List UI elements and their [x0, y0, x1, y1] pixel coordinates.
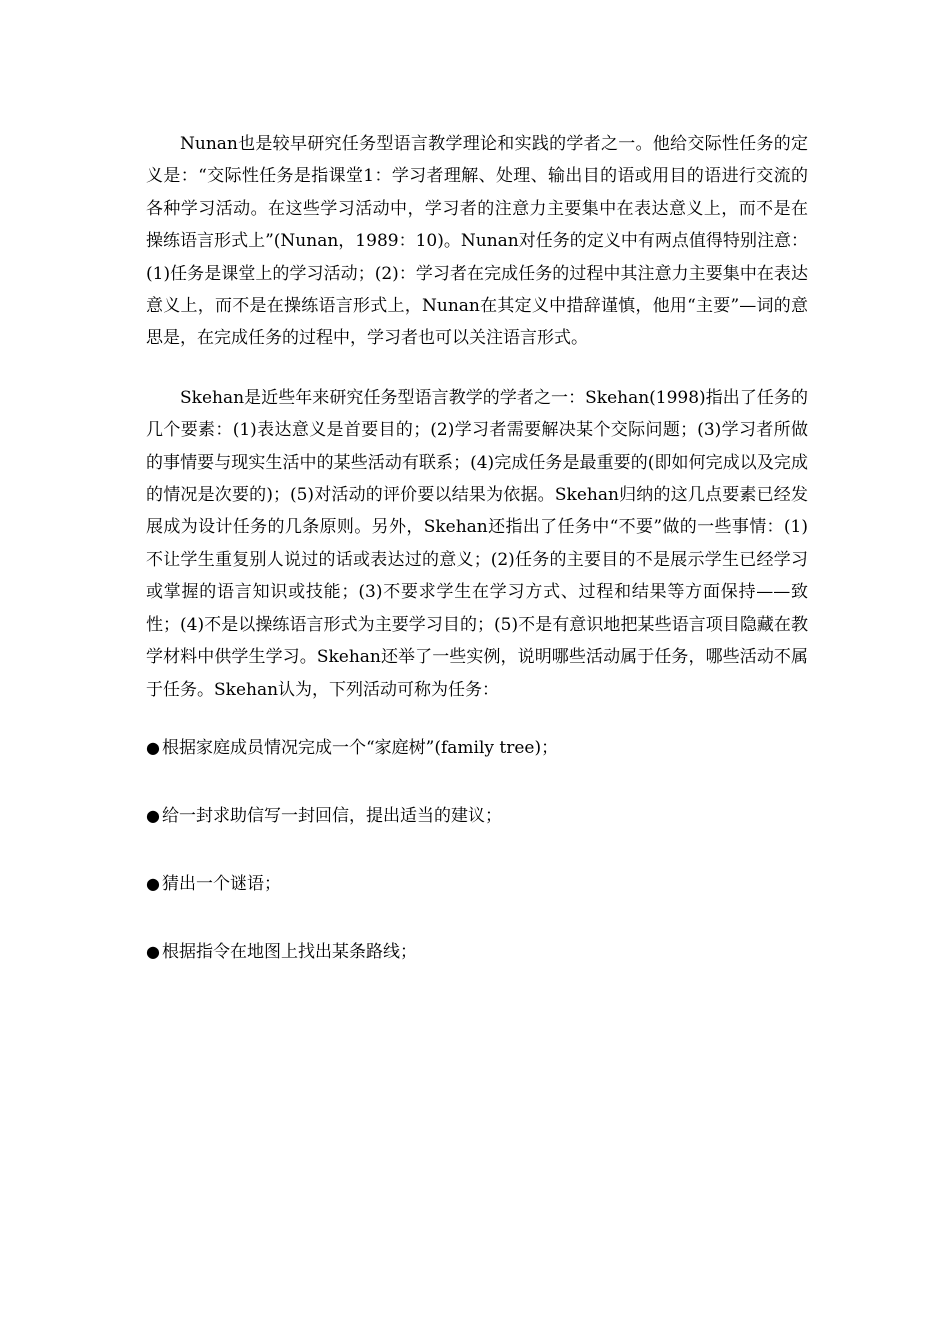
list-item	[146, 936, 808, 968]
list-item-text: 猜出一个谜语；	[161, 873, 281, 894]
paragraph-skehan: Skehan是近些年来研究任务型语言教学的学者之一：Skehan(1998)指出了任务的几个要素：(1)表达意义是首要目的；(2)学习者需要解决某个交际问题；(3)学习者所做的事情要与现实生活中的某些活动有联系；(4)完成任务是最重要的(即如何完成以及完成的情况是次要的)；(5)对活动的评价要以结果为依据。Skehan归纳的这几点要素已经发展成为设计任务的几条原则。另外，Skehan还指出了任务中“不要”做的一些事情：(1)不让学生重复别人说过的话或表达过的意义；(2)任务的主要目的不是展示学生已经学习或掌握的语言知识或技能；(3)不要求学生在学习方式、过程和结果等方面保持——致性；(4)不是以操练语言形式为主要学习目的；(5)不是有意识地把某些语言项目隐藏在教学材料中供学生学习。Skehan还举了一些实例，说明哪些活动属于任务，哪些活动不属于任务。Skehan认为，下列活动可称为任务：	[146, 387, 808, 700]
bullet-icon: ●	[146, 737, 160, 757]
bullet-icon: ●	[146, 873, 160, 893]
document-body	[146, 128, 808, 1004]
list-item	[146, 800, 808, 832]
list-item	[146, 732, 808, 764]
list-item	[146, 868, 808, 900]
list-item-text: 给一封求助信写一封回信，提出适当的建议；	[161, 805, 502, 826]
bullet-icon: ●	[146, 941, 160, 961]
paragraph-nunan: Nunan也是较早研究任务型语言教学理论和实践的学者之一。他给交际性任务的定义是：“交际性任务是指课堂1：学习者理解、处理、输出目的语或用目的语进行交流的各种学习活动。在这些学习活动中，学习者的注意力主要集中在表达意义上，而不是在操练语言形式上”(Nunan，1989：10)。Nunan对任务的定义中有两点值得特别注意：(1)任务是课堂上的学习活动；(2)：学习者在完成任务的过程中其注意力主要集中在表达意义上，而不是在操练语言形式上，Nunan在其定义中措辞谨慎，他用“主要”—词的意思是，在完成任务的过程中，学习者也可以关注语言形式。	[146, 134, 808, 349]
list-item-text: 根据指令在地图上找出某条路线；	[161, 941, 417, 962]
list-item-text: 根据家庭成员情况完成一个“家庭树”(family tree)；	[161, 737, 559, 758]
task-examples-list	[146, 732, 808, 968]
bullet-icon: ●	[146, 805, 160, 825]
